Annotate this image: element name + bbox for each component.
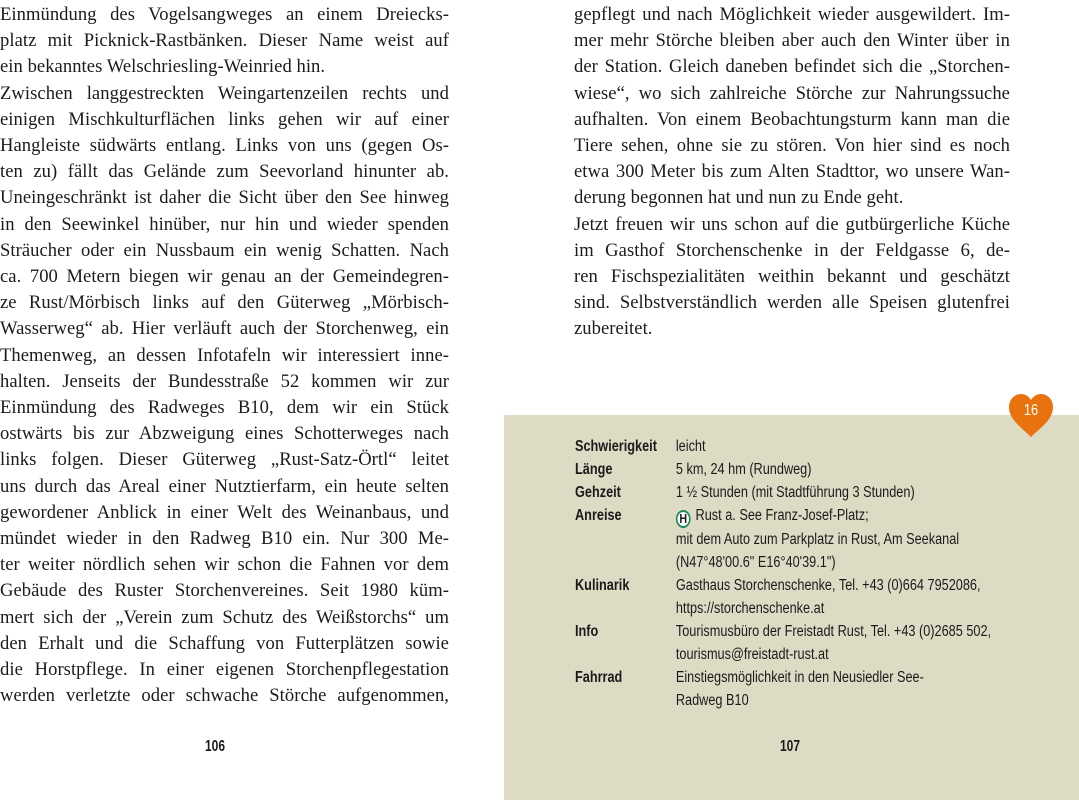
text-line: Hangleiste südwärts entlang. Links von uns (gegen Os-	[0, 135, 449, 157]
text-line: platz mit Picknick-Rastbänken. Dieser Name weist auf	[0, 30, 449, 52]
text-line: ze Rust/Mörbisch links auf den Güterweg „Mörbisch-	[0, 292, 449, 314]
text-line: Wasserweg“ ab. Hier verläuft auch der Storchenweg, ein	[0, 318, 449, 340]
info-row-fahrrad	[575, 666, 991, 712]
text-line: in den Seewinkel hinüber, nur hin und wieder spenden	[0, 213, 449, 235]
route-number-badge	[1008, 394, 1054, 438]
text-line: derung begonnen hat und nun zu Ende geht.	[574, 187, 904, 209]
text-line: gewordener Anblick in einer Welt des Weinanbaus, und	[0, 501, 449, 523]
info-label: Fahrrad	[575, 668, 623, 686]
info-label: Kulinarik	[575, 576, 630, 594]
info-value	[676, 504, 959, 574]
info-row-kulinarik	[575, 574, 991, 620]
text-line: Einmündung des Radweges B10, dem wir ein Stück	[0, 397, 449, 419]
info-value-line: leicht	[675, 438, 706, 455]
text-line: links folgen. Dieser Güterweg „Rust-Satz-Örtl“ leitet	[0, 449, 449, 471]
restaurant-link[interactable]: https://storchenschenke.at	[675, 599, 825, 617]
info-value-text: Rust a. See Franz-Josef-Platz;	[695, 507, 869, 524]
info-value	[676, 666, 924, 712]
text-line: mert sich der „Verein zum Schutz des Weißstorchs“ um	[0, 606, 449, 628]
text-line: Sträucher oder ein Nussbaum ein wenig Schatten. Nach	[0, 239, 449, 261]
info-row-anreise	[575, 504, 991, 574]
info-value-line: Gasthaus Storchenschenke, Tel. +43 (0)664 7952086,	[675, 576, 981, 594]
text-line: wiese“, wo sich zahlreiche Störche zur Nahrungssuche	[574, 82, 1010, 104]
info-label: Länge	[575, 461, 613, 478]
text-line: mer mehr Störche bleiben aber auch den Winter über in	[574, 30, 1010, 52]
info-value	[676, 620, 991, 666]
text-line: der Station. Gleich daneben befindet sich die „Storchen-	[574, 56, 1010, 78]
text-line: den Erhalt und die Schaffung von Futterplätzen sowie	[0, 632, 449, 654]
info-label: Schwierigkeit	[575, 438, 657, 455]
text-line: ren Fischspezialitäten weithin bekannt und geschätzt	[574, 266, 1010, 288]
text-line: ter weiter nördlich sehen wir schon die Fahnen vor dem	[0, 554, 449, 576]
info-value-line: mit dem Auto zum Parkplatz in Rust, Am Seekanal	[675, 530, 960, 548]
info-row-schwierigkeit	[575, 435, 991, 458]
text-line: Tiere sehen, ohne sie zu stören. Von hier sind es noch	[574, 135, 1010, 157]
info-label: Gehzeit	[575, 484, 621, 501]
text-line: Zwischen langgestreckten Weingartenzeilen rechts und	[0, 82, 449, 104]
info-label: Anreise	[575, 507, 622, 524]
text-line: uns durch das Areal einer Nutztierfarm, ein heute selten	[0, 475, 449, 497]
tour-info-table	[575, 435, 991, 712]
info-label: Info	[575, 622, 599, 640]
text-line: sind. Selbstverständlich werden alle Speisen glutenfrei	[574, 292, 1010, 314]
info-value-line: 1 ½ Stunden (mit Stadtführung 3 Stunden)	[675, 484, 915, 501]
info-value-line	[676, 504, 959, 528]
route-number: 16	[1023, 402, 1039, 419]
info-value-line: Radweg B10	[675, 691, 749, 709]
text-line: ten zu) fällt das Gelände zum Seevorland hinunter ab.	[0, 161, 449, 183]
text-line: ostwärts bis zur Abzweigung eines Schotterweges nach	[0, 423, 449, 445]
text-line: werden verletzte oder schwache Störche aufgenommen,	[0, 685, 449, 707]
info-row-laenge	[575, 458, 991, 481]
info-value-line: Einstiegsmöglichkeit in den Neusiedler See-	[675, 668, 924, 686]
info-value-line: (N47°48'00.6" E16°40'39.1")	[675, 553, 836, 571]
bus-stop-icon: H	[676, 510, 691, 528]
text-line: einigen Mischkulturflächen links gehen wir auf einer	[0, 108, 449, 130]
info-value-line: Tourismusbüro der Freistadt Rust, Tel. +43 (0)2685 502,	[675, 622, 992, 640]
text-line: Jetzt freuen wir uns schon auf die gutbürgerliche Küche	[574, 213, 1010, 235]
text-line: mündet wieder in den Radweg B10 ein. Nur 300 Me-	[0, 528, 449, 550]
text-line: ein bekanntes Welschriesling-Weinried hin.	[0, 56, 326, 78]
page-number-left: 106	[205, 738, 226, 755]
text-line: Uneingeschränkt ist daher die Sicht über den See hinweg	[0, 187, 449, 209]
page-number-right: 107	[780, 738, 801, 755]
text-line: Gebäude des Ruster Storchenvereines. Seit 1980 küm-	[0, 580, 449, 602]
text-line: im Gasthof Storchenschenke in der Feldgasse 6, de-	[574, 239, 1010, 261]
info-row-gehzeit	[575, 481, 991, 504]
text-line: ca. 700 Metern biegen wir genau an der Gemeindegren-	[0, 266, 449, 288]
right-page-body-text	[574, 2, 1010, 343]
info-value	[676, 458, 812, 481]
text-line: gepflegt und nach Möglichkeit wieder ausgewildert. Im-	[574, 4, 1010, 25]
text-line: Themenweg, an dessen Infotafeln wir interessiert inne-	[0, 344, 449, 366]
info-value-line: 5 km, 24 hm (Rundweg)	[675, 461, 812, 478]
info-value	[676, 574, 981, 620]
left-page-body-text	[0, 2, 449, 709]
text-line: aufhalten. Von einem Beobachtungsturm kann man die	[574, 108, 1010, 130]
tourism-email-link[interactable]: tourismus@freistadt-rust.at	[675, 645, 829, 663]
text-line: halten. Jenseits der Bundesstraße 52 kommen wir zur	[0, 370, 449, 392]
text-line: etwa 300 Meter bis zum Alten Stadttor, wo unsere Wan-	[574, 161, 1010, 183]
info-row-info	[575, 620, 991, 666]
info-value	[676, 481, 915, 504]
info-value	[676, 435, 706, 458]
right-page	[504, 0, 1079, 800]
left-page	[0, 0, 504, 800]
text-line: die Horstpflege. In einer eigenen Storchenpflegestation	[0, 659, 449, 681]
text-line: zubereitet.	[574, 318, 653, 340]
text-line: Einmündung des Vogelsangweges an einem Dreiecks-	[0, 4, 449, 25]
